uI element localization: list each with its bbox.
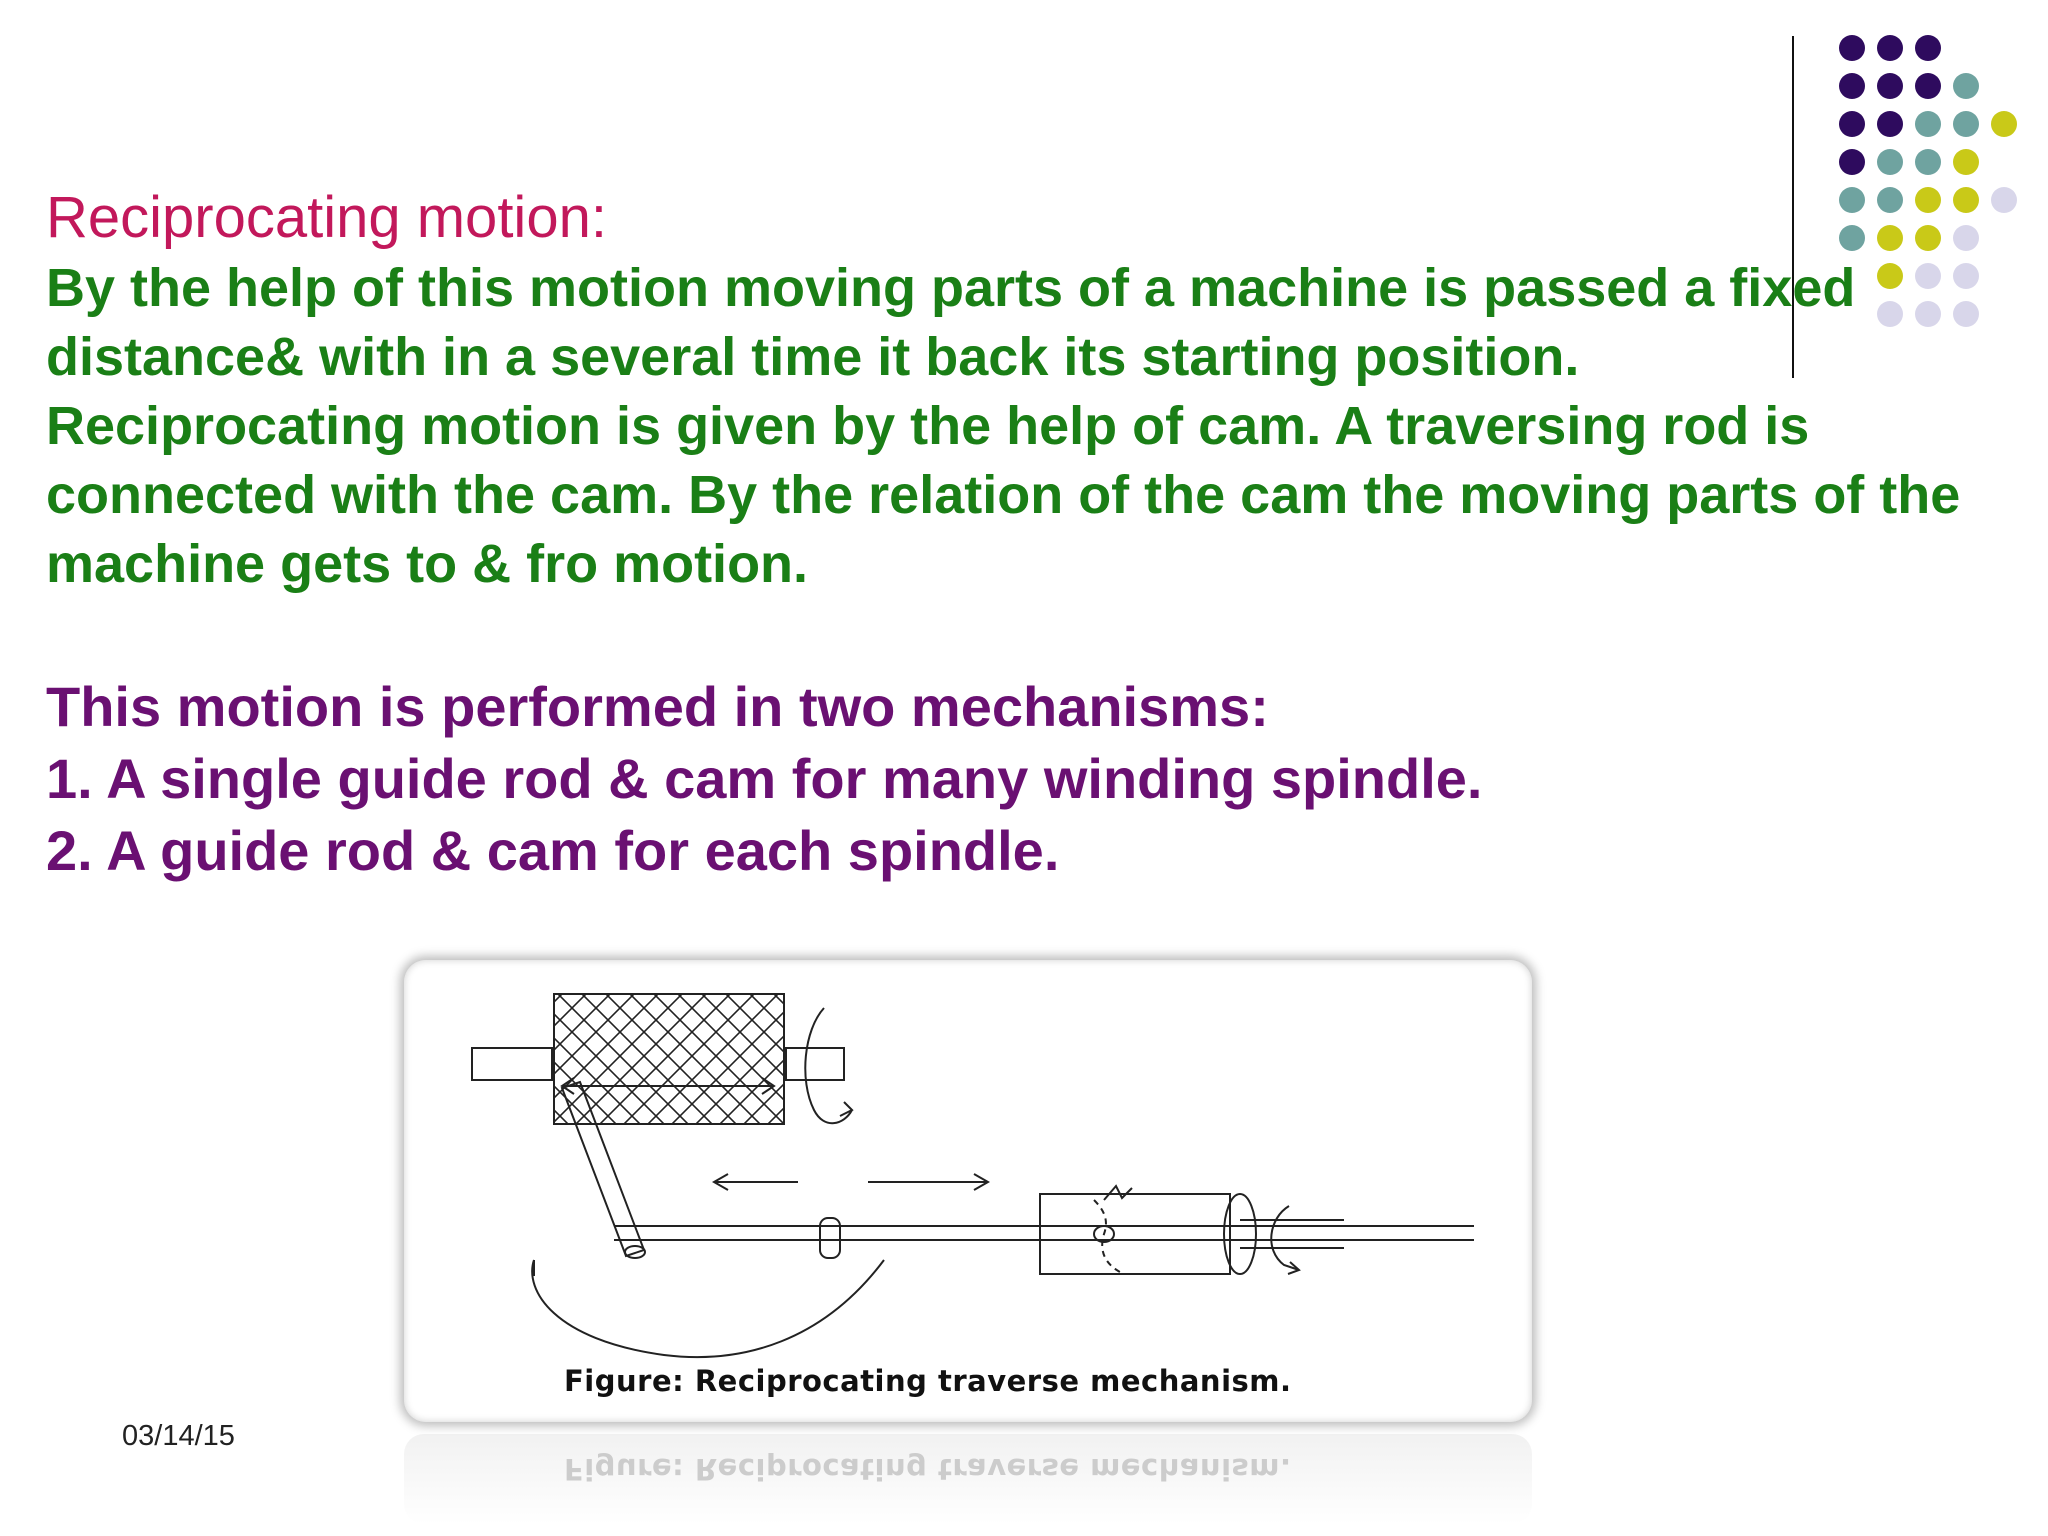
decorative-dot xyxy=(1915,149,1941,175)
mechanisms-title: This motion is performed in two mechanisms: xyxy=(46,675,1269,738)
decorative-dot xyxy=(1915,111,1941,137)
mechanism-item-1: 1. A single guide rod & cam for many winding spindle. xyxy=(46,747,1483,810)
figure-caption-reflection: Figure: Reciprocating traverse mechanism. xyxy=(564,1452,1292,1486)
decorative-dot xyxy=(1915,35,1941,61)
spindle-shaft-right xyxy=(786,1048,844,1080)
decorative-dot xyxy=(1953,111,1979,137)
decorative-dot xyxy=(1953,73,1979,99)
paragraph-1: By the help of this motion moving parts of a machine is passed a fixed distance& with in a several time it back its starting position. xyxy=(46,258,1856,387)
traverse-mechanism-figure xyxy=(404,960,1532,1422)
mechanism-diagram xyxy=(404,960,1532,1380)
decorative-dot xyxy=(1877,73,1903,99)
decorative-dot xyxy=(1839,111,1865,137)
slide-date: 03/14/15 xyxy=(122,1420,235,1452)
decorative-dot xyxy=(1839,35,1865,61)
figure-caption: Figure: Reciprocating traverse mechanism. xyxy=(564,1364,1292,1398)
decorative-dot xyxy=(1953,149,1979,175)
paragraph-2: Reciprocating motion is given by the help of cam. A traversing rod is connected with the cam. By the relation of the cam the moving parts of the machine gets to & fro motion. xyxy=(46,396,1961,594)
decorative-dot xyxy=(1839,73,1865,99)
decorative-dot xyxy=(1839,149,1865,175)
decorative-dot xyxy=(1877,35,1903,61)
mechanism-item-2: 2. A guide rod & cam for each spindle. xyxy=(46,819,1060,882)
slide-content xyxy=(46,182,2006,887)
decorative-dot xyxy=(1991,111,2017,137)
figure-reflection xyxy=(404,1434,1532,1524)
decorative-dot xyxy=(1877,111,1903,137)
decorative-dot xyxy=(1877,149,1903,175)
spindle-shaft-left xyxy=(472,1048,552,1080)
slide-heading: Reciprocating motion: xyxy=(46,185,607,250)
cam-plate xyxy=(532,1260,884,1357)
decorative-dot xyxy=(1915,73,1941,99)
drum-cam xyxy=(1040,1194,1230,1274)
